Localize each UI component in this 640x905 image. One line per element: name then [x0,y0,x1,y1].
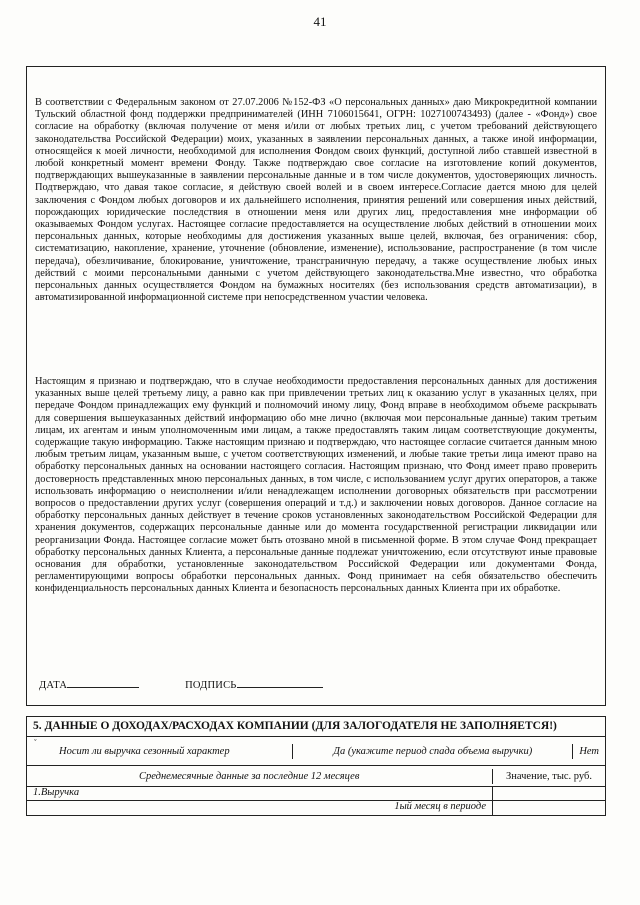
seasonal-no-option[interactable]: Нет [572,744,605,759]
page-number: 41 [313,14,327,29]
income-expense-section [26,716,606,816]
signature-field[interactable] [237,678,323,688]
seasonal-yes-option[interactable]: Да (укажите период спада объема выручки) [292,744,572,759]
avg-header: Среднемесячные данные за последние 12 месяцев [139,770,360,782]
value-header: Значение, тыс. руб. [492,769,605,784]
revenue-label: 1.Выручка [33,787,80,798]
consent-paragraph-2: Настоящим я признаю и подтверждаю, что в случае необходимости предоставления персональных данных для достижения указанных выше целей третьему лицу, а равно как при привлечении третьих лиц к оказанию услуг в указанных целях, при передаче Фондом принадлежащих ему функций и полномочий иному лицу, Фонд вправе в необходимом объеме раскрывать для совершения вышеуказанных действий информацию обо мне лично (включая мои персональные данные) таким третьим лицам, их агентам и иным уполномоченным ими лицам, а также предоставлять таким лицам соответствующие документы, содержащие такую информацию. Также настоящим признаю и подтверждаю, что настоящее согласие считается данным мною любым третьим лицам, указанным выше, с учетом соответствующих изменений, и любые такие третьи лица имеют право на обработку персональных данных на основании настоящего согласия. Настоящим признаю, что Фонд имеет право проверить достоверность представленных мною персональных данных, в том числе, с использованием услуг других операторов, а также использовать информацию о неисполнении и/или ненадлежащем исполнении договорных обязательств при рассмотрении вопросов о предоставлении других услуг (совершения операций и т.д.) и заключении новых договоров. Данное согласие на обработку персональных данных действует в течение сроков установленных законодательством Российской Федерации для хранения документов, содержащих персональные данные или до момента государственной регистрации ликвидации или реорганизации Фонда. Настоящее согласие может быть отозвано мной в письменной форме. В этом случае Фонд прекращает обработку персональных данных Клиента, а персональные данные подлежат уничтожению, если отсутствуют иные правовые основания для обработки, установленные законодательством Российской Федерации или документами Фонда, регламентирующими вопросы обработки персональных данных. Фонд принимает на себя обязательство обеспечить конфиденциальность персональных данных Клиента и безопасность персональных данных Клиента при их обработке. [35,376,597,595]
month-row [27,801,605,815]
signature-label: ПОДПИСЬ [185,680,237,691]
date-label: ДАТА [39,680,68,691]
revenue-value-field[interactable] [492,787,605,800]
signature-line [39,678,323,691]
date-field[interactable] [67,678,139,688]
tick-mark: ˇ [34,738,37,747]
seasonal-row [27,737,605,766]
section5-title: 5. ДАННЫЕ О ДОХОДАХ/РАСХОДАХ КОМПАНИИ (ДЛЯ ЗАЛОГОДАТЕЛЯ НЕ ЗАПОЛНЯЕТСЯ!) [27,717,605,737]
month-label: 1ый месяц в периоде [394,801,486,812]
consent-box [26,66,606,706]
consent-paragraph-1: В соответствии с Федеральным законом от 27.07.2006 №152-ФЗ «О персональных данных» даю Микрокредитной компании Тульский областной фонд поддержки предпринимателей (ИНН 7106015641, ОГРН: 1027100743493) (далее - «Фонд») свое согласие на обработку (включая получение от меня и/или от любых третьих лиц, с учетом требований действующего законодательства Российской Федерации) моих, указанных в заявлении персональных данных, а также иной информации, относящейся к моей личности, необходимой для исполнения Фондом своих функций, доступной либо ставшей известной в любой конкретный момент времени Фонду. Также подтверждаю свое согласие на изготовление копий документов, подтверждающих вышеуказанные в заявлении персональные данные и в том числе документов, удостоверяющих личность. Подтверждаю, что давая такое согласие, я действую своей волей и в своем интересе.Согласие дается мною для целей заключения с Фондом любых договоров и их дальнейшего исполнения, принятия решений или совершения иных действий, порождающих юридические последствия в отношении меня или других лиц, предоставления мне информации об оказываемых Фондом услугах. Настоящее согласие предоставляется на осуществление любых действий в отношении моих персональных данных, которые необходимы для достижения указанных выше целей, включая, без ограничения: сбор, систематизацию, накопление, хранение, уточнение (обновление, изменение), использование, распространение (в том числе передача), обезличивание, блокирование, уничтожение, трансграничную передачу, а также осуществление любых иных действий с моими персональными данными с учетом действующего законодательства.Мне известно, что обработка персональных данных осуществляется Фондом на бумажных носителях (без использования средств автоматизации), в автоматизированной информационной системе при непосредственном участии человека. [35,97,597,304]
month-value-field[interactable] [492,801,605,815]
avg-header-row [27,766,605,787]
revenue-row [27,787,605,801]
seasonal-question: Носит ли выручка сезонный характер [59,745,230,757]
